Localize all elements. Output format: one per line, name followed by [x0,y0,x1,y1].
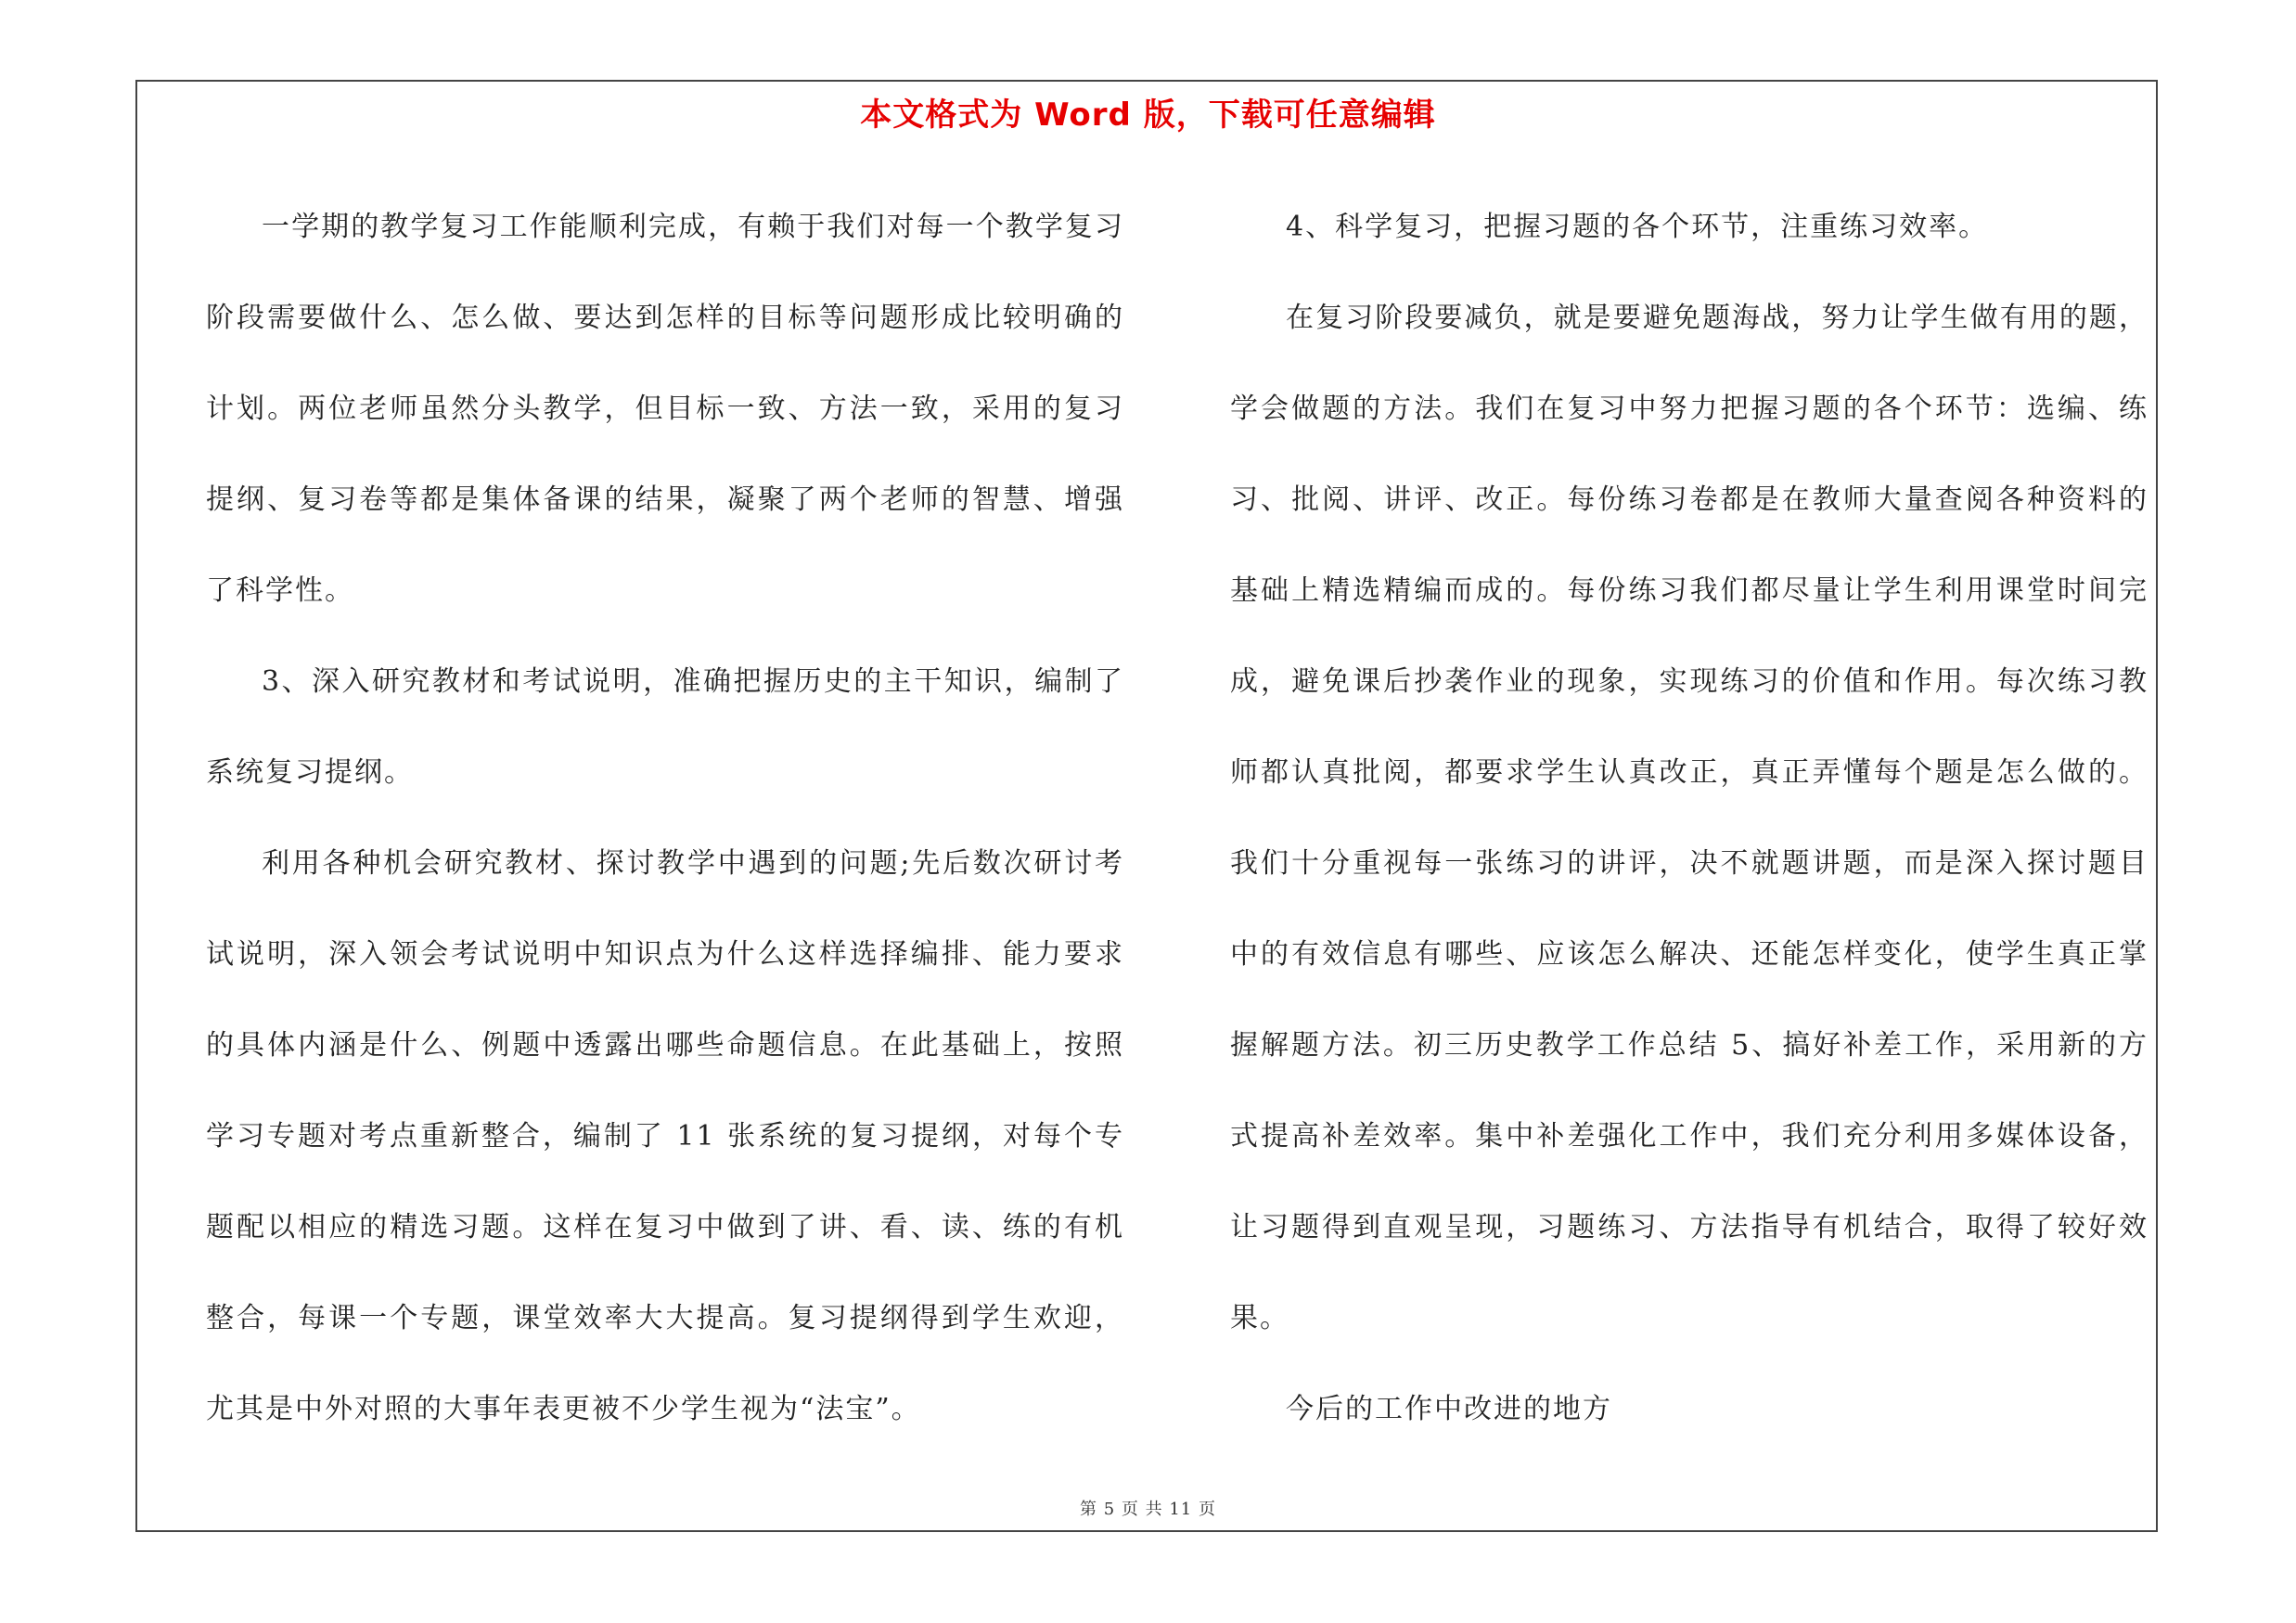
left-column [206,182,1124,1455]
paragraph: 利用各种机会研究教材、探讨教学中遇到的问题;先后数次研讨考试说明，深入领会考试说明中知识点为什么这样选择编排、能力要求的具体内涵是什么、例题中透露出哪些命题信息。在此基础上，按照学习专题对考点重新整合，编制了 11 张系统的复习提纲，对每个专题配以相应的精选习题。这样在复习中做到了讲、看、读、练的有机整合，每课一个专题，课堂效率大大提高。复习提纲得到学生欢迎，尤其是中外对照的大事年表更被不少学生视为“法宝”。 [206,847,1124,1425]
paragraph: 今后的工作中改进的地方 [1286,1393,1612,1425]
right-column [1230,182,2148,1455]
paragraph: 4、科学复习，把握习题的各个环节，注重练习效率。 [1286,211,1989,243]
paragraph: 一学期的教学复习工作能顺利完成，有赖于我们对每一个教学复习阶段需要做什么、怎么做、要达到怎样的目标等问题形成比较明确的计划。两位老师虽然分头教学，但目标一致、方法一致，采用的复习提纲、复习卷等都是集体备课的结果，凝聚了两个老师的智慧、增强了科学性。 [206,211,1124,607]
page-number: 第 5 页 共 11 页 [1080,1500,1216,1519]
document-banner: 本文格式为 Word 版，下载可任意编辑 [860,97,1436,134]
paragraph: 3、深入研究教材和考试说明，准确把握历史的主干知识，编制了系统复习提纲。 [206,665,1124,789]
paragraph: 在复习阶段要减负，就是要避免题海战，努力让学生做有用的题，学会做题的方法。我们在复习中努力把握习题的各个环节：选编、练习、批阅、讲评、改正。每份练习卷都是在教师大量查阅各种资料的基础上精选精编而成的。每份练习我们都尽量让学生利用课堂时间完成，避免课后抄袭作业的现象，实现练习的价值和作用。每次练习教师都认真批阅，都要求学生认真改正，真正弄懂每个题是怎么做的。我们十分重视每一张练习的讲评，决不就题讲题，而是深入探讨题目中的有效信息有哪些、应该怎么解决、还能怎样变化，使学生真正掌握解题方法。初三历史教学工作总结 5、搞好补差工作，采用新的方式提高补差效率。集中补差强化工作中，我们充分利用多媒体设备，让习题得到直观呈现，习题练习、方法指导有机结合，取得了较好效果。 [1230,302,2148,1334]
